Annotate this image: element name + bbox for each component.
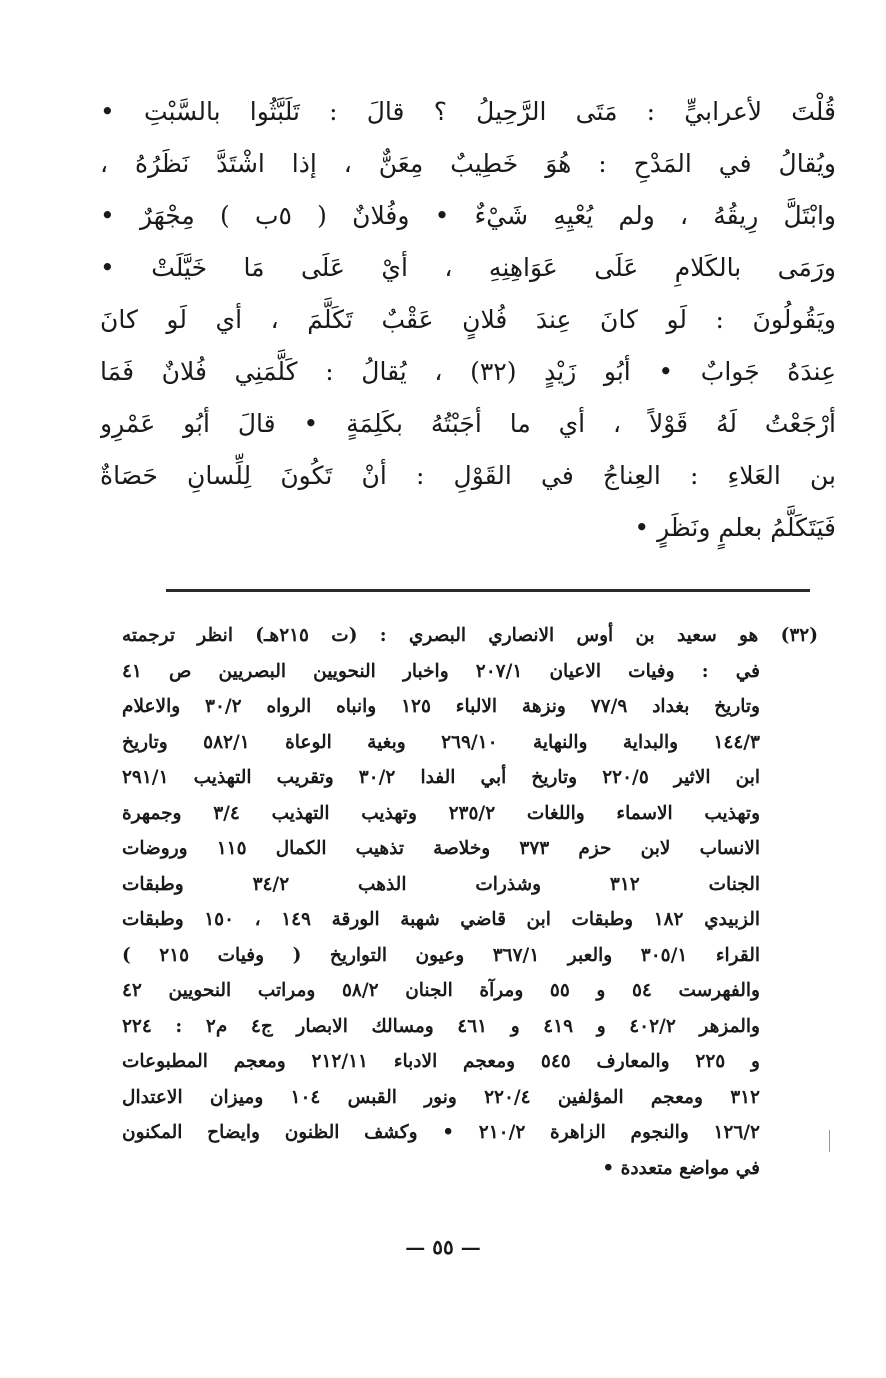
main-text-line: وابْتَلَّ رِيقُهُ ، ولم يُعْيِهِ شَيْءٌ • وفُلانٌ ( ٥ب ) مِجْهَرٌ •	[100, 201, 836, 230]
footnote-line: (٣٢) هو سعيد بن أوس الانصاري البصري : (ت ٢١٥هـ) انظر ترجمته	[122, 625, 818, 646]
footnote-line: ٣١٢ ومعجم المؤلفين ٢٢٠/٤ ونور القبس ١٠٤ وميزان الاعتدال	[122, 1086, 760, 1108]
main-text-line: فَيَتَكَلَّمُ بعلمٍ ونَظَرٍ •	[634, 513, 836, 542]
footnote-line: وتهذيب الاسماء واللغات ٢٣٥/٢ وتهذيب التهذيب ٣/٤ وجمهرة	[122, 802, 760, 824]
main-text-line: عِندَهُ جَوابٌ • أبُو زَيْدٍ (٣٢) ، يُقالُ : كَلَّمَنِي فُلانٌ فَمَا	[100, 357, 836, 386]
footnote-line: وتاريخ بغداد ٧٧/٩ ونزهة الالباء ١٢٥ وانباه الرواه ٣٠/٢ والاعلام	[122, 696, 760, 717]
page-number: — ٥٥ —	[405, 1235, 481, 1259]
footnote-separator	[166, 589, 810, 592]
main-text-line: بن العَلاءِ : العِناجُ في القَوْلِ : أنْ تَكُونَ لِلِّسانِ حَصَاةٌ	[100, 461, 836, 490]
main-text-block	[100, 86, 836, 554]
scan-mark	[829, 1130, 830, 1152]
footnote-line: ١٢٦/٢ والنجوم الزاهرة ٢١٠/٢ • وكشف الظنون وايضاح المكنون	[122, 1122, 760, 1143]
main-text-line: ويُقالُ في المَدْحِ : هُوَ خَطِيبٌ مِعَنٌّ ، إذا اشْتَدَّ نَظَرُهُ ،	[100, 149, 836, 178]
main-text-line: ورَمَى بالكَلامِ عَلَى عَوَاهِنِهِ ، أيْ عَلَى مَا خَيَّلَتْ •	[100, 253, 836, 282]
footnote-line: ١٤٤/٣ والبداية والنهاية ٢٦٩/١٠ وبغية الوعاة ٥٨٢/١ وتاريخ	[122, 731, 760, 753]
main-text-line: أرْجَعْتُ لَهُ قَوْلاً ، أي ما أجَبْتُهُ بكَلِمَةٍ • قالَ أبُو عَمْرِو	[100, 409, 836, 438]
footnote-line: في مواضع متعددة •	[602, 1157, 760, 1179]
footnote-line: في : وفيات الاعيان ٢٠٧/١ واخبار النحويين البصريين ص ٤١	[122, 660, 760, 682]
footnote-line: و ٢٢٥ والمعارف ٥٤٥ ومعجم الادباء ٢١٢/١١ ومعجم المطبوعات	[122, 1051, 760, 1072]
footnote-block	[122, 618, 818, 1186]
footnote-line: ابن الاثير ٢٢٠/٥ وتاريخ أبي الفدا ٣٠/٢ وتقريب التهذيب ٢٩١/١	[122, 767, 760, 788]
main-text-line: ويَقُولُونَ : لَو كانَ عِندَ فُلانٍ عَقْبٌ تَكَلَّمَ ، أي لَو كانَ	[100, 305, 836, 334]
footnote-line: الانساب لابن حزم ٣٧٣ وخلاصة تذهيب الكمال ١١٥ وروضات	[122, 838, 760, 859]
footnote-line: الجنات ٣١٢ وشذرات الذهب ٣٤/٢ وطبقات	[122, 873, 760, 895]
footnote-line: القراء ٣٠٥/١ والعبر ٣٦٧/١ وعيون التواريخ ( وفيات ٢١٥ )	[122, 944, 760, 966]
footnote-line: الزبيدي ١٨٢ وطبقات ابن قاضي شهبة الورقة ١٤٩ ، ١٥٠ وطبقات	[122, 909, 760, 930]
footnote-line: والمزهر ٤٠٢/٢ و ٤١٩ و ٤٦١ ومسالك الابصار ج٤ م٢ : ٢٢٤	[122, 1015, 760, 1037]
main-text-line: قُلْتَ لأعرابيٍّ : مَتَى الرَّحِيلُ ؟ قالَ : تَلَبَّثُوا بالسَّبْتِ •	[100, 97, 836, 126]
footnote-line: والفهرست ٥٤ و ٥٥ ومرآة الجنان ٥٨/٢ ومراتب النحويين ٤٢	[122, 980, 760, 1001]
